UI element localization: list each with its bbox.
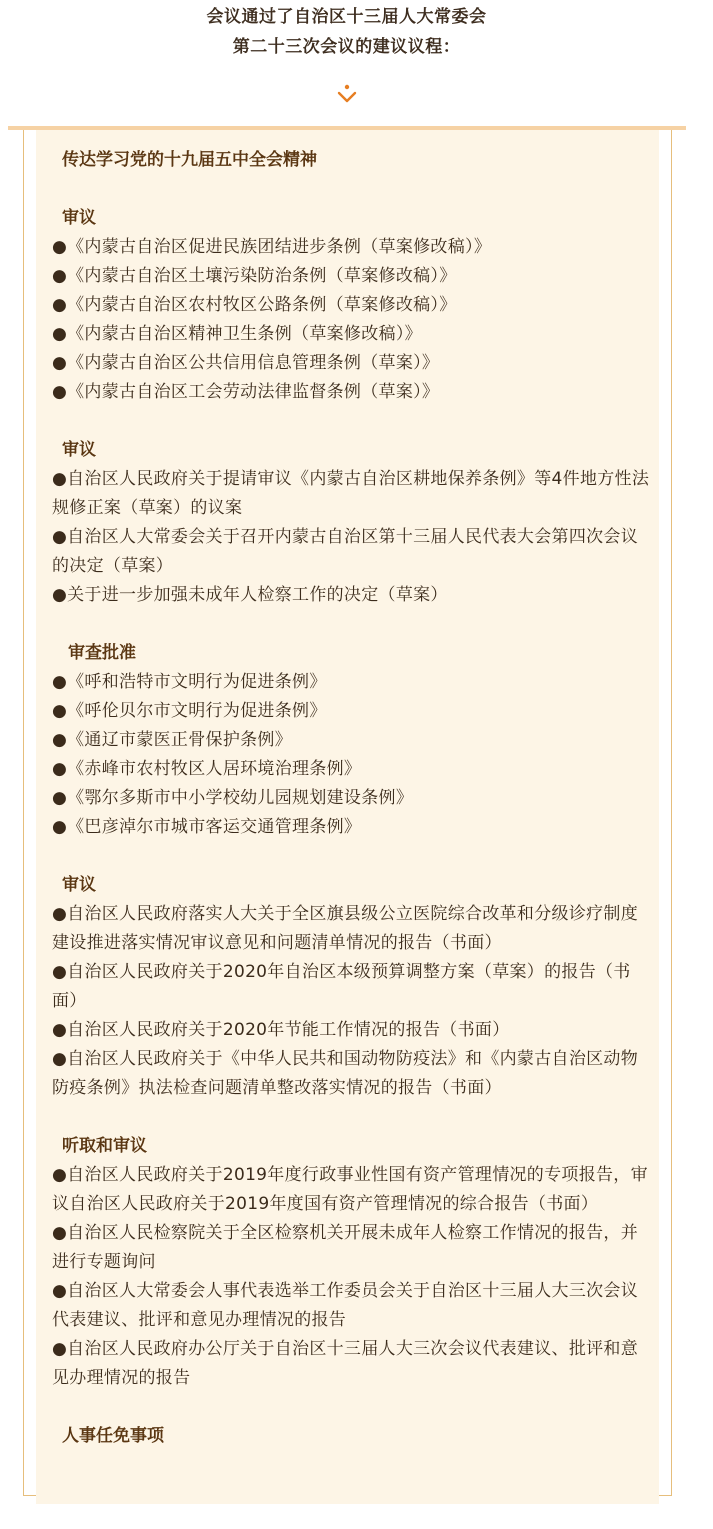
list-item: ●自治区人大常委会关于召开内蒙古自治区第十三届人民代表大会第四次会议的决定（草案） [52,527,639,576]
header-title-line-2: 第二十三次会议的建议议程： [232,37,461,57]
list-item: ●《内蒙古自治区公共信用信息管理条例（草案）》 [52,353,440,373]
agenda-closing: 人事任免事项 [62,1426,164,1446]
agenda-content [52,146,652,1451]
agenda-section-1 [52,204,652,407]
list-item: ●《内蒙古自治区工会劳动法律监督条例（草案）》 [52,382,440,402]
list-item: ●《通辽市蒙医正骨保护条例》 [52,730,293,750]
list-item: ●自治区人民政府办公厅关于自治区十三届人大三次会议代表建议、批评和意见办理情况的报告 [52,1339,639,1388]
section-title: 听取和审议 [62,1136,147,1156]
list-item: ●《巴彦淖尔市城市客运交通管理条例》 [52,817,362,837]
agenda-section-5 [52,1132,652,1393]
list-item: ●《呼伦贝尔市文明行为促进条例》 [52,701,327,721]
agenda-section-4 [52,871,652,1103]
section-title: 审议 [62,875,96,895]
list-item: ●自治区人民政府关于提请审议《内蒙古自治区耕地保养条例》等4件地方性法规修正案（草案）的议案 [52,469,650,518]
agenda-section-2 [52,436,652,610]
section-title: 审查批准 [68,643,136,663]
list-item: ●自治区人大常委会人事代表选举工作委员会关于自治区十三届人大三次会议代表建议、批评和意见办理情况的报告 [52,1281,639,1330]
list-item: ●自治区人民政府关于2020年节能工作情况的报告（书面） [52,1020,510,1040]
header-title-line-1: 会议通过了自治区十三届人大常委会 [206,7,487,27]
list-item: ●《鄂尔多斯市中小学校幼儿园规划建设条例》 [52,788,414,808]
list-item: ●自治区人民政府落实人大关于全区旗县级公立医院综合改革和分级诊疗制度建设推进落实情况审议意见和问题清单情况的报告（书面） [52,904,639,953]
list-item: ●《内蒙古自治区农村牧区公路条例（草案修改稿）》 [52,295,457,315]
section-title: 审议 [62,208,96,228]
list-item: ●自治区人民检察院关于全区检察机关开展未成年人检察工作情况的报告，并进行专题询问 [52,1223,639,1272]
chevron-down-icon [336,84,358,106]
list-item: ●自治区人民政府关于2019年度行政事业性国有资产管理情况的专项报告，审议自治区人民政府关于2019年度国有资产管理情况的综合报告（书面） [52,1165,648,1214]
list-item: ●自治区人民政府关于《中华人民共和国动物防疫法》和《内蒙古自治区动物防疫条例》执法检查问题清单整改落实情况的报告（书面） [52,1049,639,1098]
list-item: ●《内蒙古自治区精神卫生条例（草案修改稿）》 [52,324,422,344]
agenda-intro: 传达学习党的十九届五中全会精神 [62,150,317,170]
list-item: ●《内蒙古自治区促进民族团结进步条例（草案修改稿）》 [52,237,492,257]
list-item: ●自治区人民政府关于2020年自治区本级预算调整方案（草案）的报告（书面） [52,962,631,1011]
list-item: ●关于进一步加强未成年人检察工作的决定（草案） [52,585,448,605]
section-title: 审议 [62,440,96,460]
list-item: ●《赤峰市农村牧区人居环境治理条例》 [52,759,362,779]
agenda-section-3 [52,639,652,842]
list-item: ●《内蒙古自治区土壤污染防治条例（草案修改稿）》 [52,266,457,286]
list-item: ●《呼和浩特市文明行为促进条例》 [52,672,327,692]
